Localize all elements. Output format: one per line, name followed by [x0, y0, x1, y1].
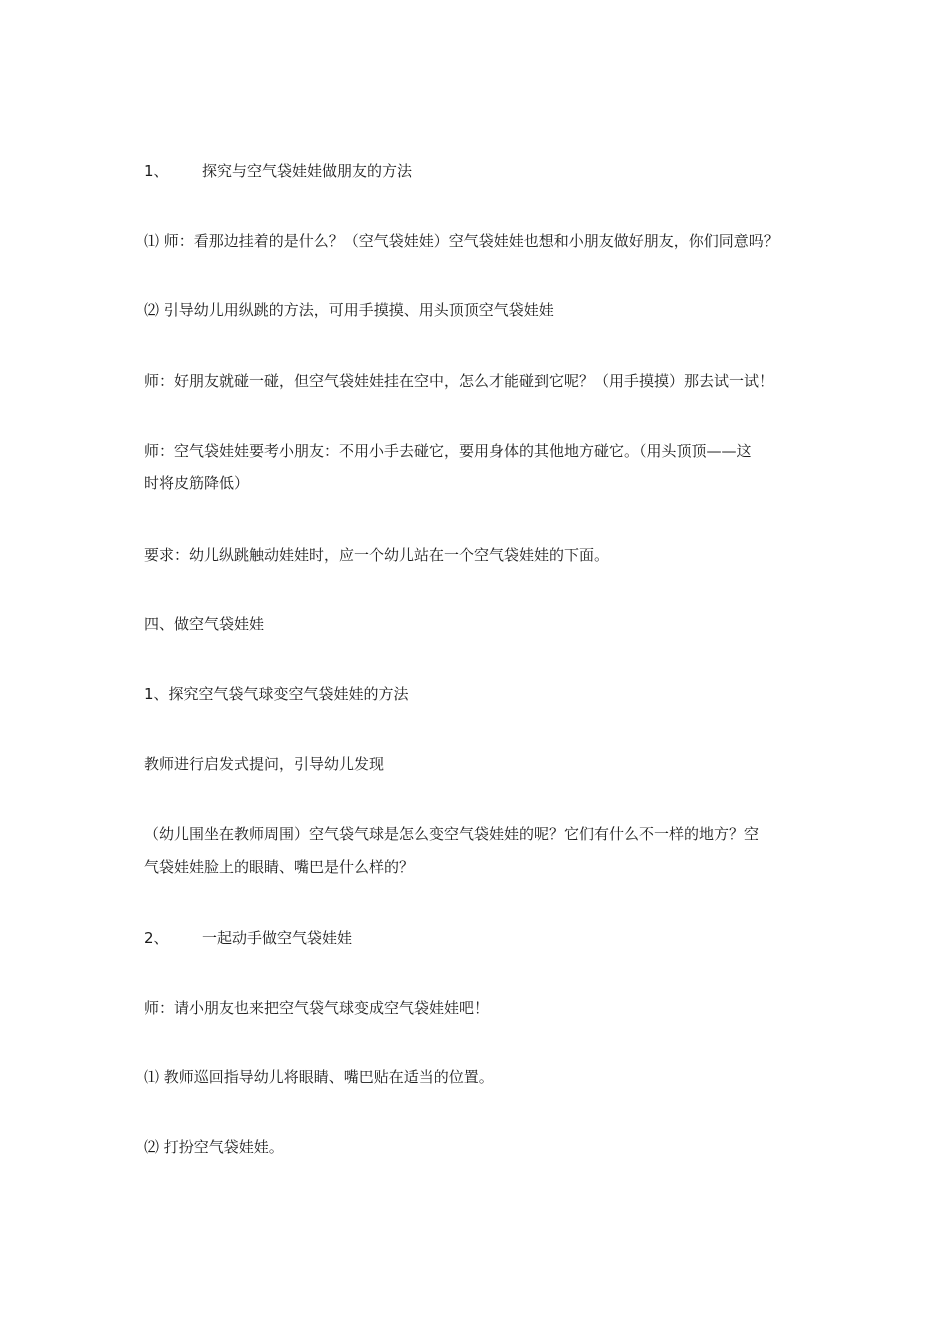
paragraph-teacher-tour: ⑴ 教师巡回指导幼儿将眼睛、嘴巴贴在适当的位置。 [144, 1068, 494, 1086]
heading-number: 1 [144, 685, 154, 703]
paragraph-heuristic-question: 教师进行启发式提问，引导幼儿发现 [144, 755, 385, 773]
paragraph-teacher-invite: 师：请小朋友也来把空气袋气球变成空气袋娃娃吧！ [144, 999, 490, 1017]
paragraph-teacher-test-line1: 师：空气袋娃娃要考小朋友：不用小手去碰它，要用身体的其他地方碰它。（用头顶顶——这 [144, 442, 752, 460]
paragraph-teacher-test-line2: 时将皮筋降低） [144, 474, 250, 492]
paragraph-teacher-touch: 师：好朋友就碰一碰，但空气袋娃娃挂在空中，怎么才能碰到它呢？（用手摸摸）那去试一试！ [144, 372, 775, 390]
paragraph-guide-jumping: ⑵ 引导幼儿用纵跳的方法，可用手摸摸、用头顶顶空气袋娃娃 [144, 301, 554, 319]
heading-text: 一起动手做空气袋娃娃 [202, 929, 353, 947]
paragraph-teacher-question: ⑴ 师：看那边挂着的是什么？（空气袋娃娃）空气袋娃娃也想和小朋友做好朋友，你们同意吗？ [144, 232, 779, 250]
heading-step-1-explore [144, 683, 409, 705]
paragraph-children-circle-line2: 气袋娃娃脸上的眼睛、嘴巴是什么样的？ [144, 858, 415, 876]
section-heading-four: 四、做空气袋娃娃 [144, 615, 265, 633]
paragraph-dress-up: ⑵ 打扮空气袋娃娃。 [144, 1138, 284, 1156]
heading-number: 2、 [144, 929, 169, 947]
paragraph-requirement: 要求：幼儿纵跳触动娃娃时，应一个幼儿站在一个空气袋娃娃的下面。 [144, 546, 610, 564]
heading-text: 、探究空气袋气球变空气袋娃娃的方法 [153, 685, 409, 703]
paragraph-children-circle-line1: （幼儿围坐在教师周围）空气袋气球是怎么变空气袋娃娃的呢？它们有什么不一样的地方？空 [144, 825, 760, 843]
heading-number: 1、 [144, 162, 169, 180]
heading-step-2 [144, 927, 352, 949]
heading-text: 探究与空气袋娃娃做朋友的方法 [202, 162, 413, 180]
heading-step-1 [144, 160, 412, 182]
